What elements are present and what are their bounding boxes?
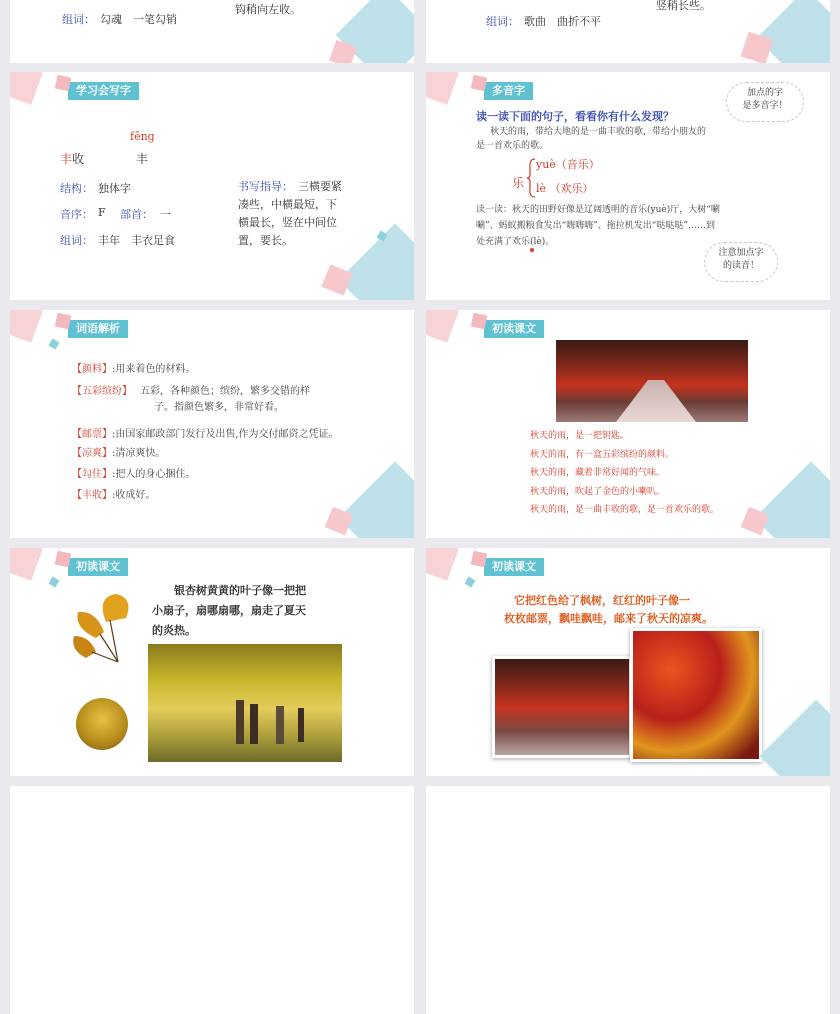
slide-1[interactable]: [10, 0, 414, 63]
definition: 五彩，各种颜色；缤纷，繁多交错的样: [140, 386, 310, 397]
deco-small: [49, 339, 60, 350]
deco-corner: [426, 72, 459, 105]
guide-line-3: 横最长，竖在中间位: [238, 216, 337, 229]
vocab-item: [72, 360, 195, 375]
guide-line-4: 置，要长。: [238, 234, 293, 247]
radical-value: 一: [160, 208, 171, 221]
group-value: 丰年 丰衣足食: [98, 234, 175, 247]
order-value: F: [98, 206, 106, 219]
poly-char: 乐: [512, 176, 525, 190]
vocab-item: [72, 425, 339, 440]
photo-ginkgo-avenue: [148, 644, 342, 762]
term: 【五彩缤纷】: [72, 386, 132, 397]
vocab-item-cont: [154, 398, 284, 413]
deco-corner: [10, 310, 43, 343]
section-tag: 初读课文: [68, 558, 128, 576]
guide-label: 书写指导：: [238, 180, 293, 193]
definition: :收成好。: [112, 490, 156, 501]
deco-corner: [10, 548, 43, 581]
section-tag: 学习会写字: [68, 82, 139, 100]
path-shape: [616, 380, 696, 422]
text-line: 秋天的雨，是一曲丰收的歌，是一首欢乐的歌。: [530, 505, 720, 515]
deco-triangle: [759, 699, 830, 776]
text-line: 银杏树黄黄的叶子像一把把: [174, 584, 306, 597]
stroke-tip: 钩稍向左收。: [235, 3, 301, 16]
section-tag: 初读课文: [484, 320, 544, 338]
term: 【邮票】: [72, 429, 112, 440]
text-line: 秋天的雨，吹起了金色的小喇叭。: [530, 487, 666, 497]
heading: 读一读下面的句子，看看你有什么发现？: [476, 110, 674, 123]
slide-4[interactable]: [426, 72, 830, 300]
figure: [250, 704, 258, 744]
brace-icon: [526, 158, 536, 198]
group-label: 组词：: [486, 15, 519, 28]
text-line: 秋天的雨，是一把钥匙。: [530, 431, 630, 441]
deco-small: [465, 577, 476, 588]
photo-red-path: [556, 340, 748, 422]
photo-red-path: [492, 656, 632, 758]
structure-value: 独体字: [98, 182, 131, 195]
passage-line-2: 唰”、蚂蚁搬粮食发出“嗨嗨嗨”、拖拉机发出“哒哒哒”……到: [476, 221, 716, 231]
bubble-line-2: 是多音字！: [742, 101, 788, 111]
deco-corner: [426, 548, 459, 581]
vocab-item: [72, 465, 195, 480]
definition: :用来着色的材料。: [112, 364, 196, 375]
word-example: [60, 150, 84, 167]
emphasis-dot: [530, 248, 534, 252]
word-char-rest: 收: [72, 152, 85, 166]
term: 【凉爽】: [72, 448, 112, 459]
reading-1: yuè（音乐）: [536, 158, 600, 171]
section-tag: 初读课文: [484, 558, 544, 576]
definition: :由国家邮政部门发行及出售,作为交付邮资之凭证。: [112, 429, 339, 440]
order-label: 音序：: [60, 208, 93, 221]
vocab-item: [72, 444, 165, 459]
sentence-line-1: 秋天的雨，带给大地的是一曲丰收的歌，带给小朋友的: [490, 127, 707, 137]
structure-label: 结构：: [60, 182, 93, 195]
slide-10[interactable]: [426, 786, 830, 1014]
passage-line-1: 读一读：秋天的田野好像是辽阔透明的音乐(yuè)厅，大树“唰: [476, 205, 720, 215]
group-words: 歌曲 曲折不平: [524, 15, 601, 28]
tip-bubble-bottom: [704, 242, 778, 282]
stroke-tip: 竖稍长些。: [656, 0, 711, 12]
figure: [236, 700, 244, 744]
radical-label: 部首：: [120, 208, 153, 221]
text-line: 小扇子，扇哪扇哪，扇走了夏天: [152, 604, 306, 617]
vocab-item: [72, 382, 310, 397]
deco-triangle: [754, 461, 830, 538]
text-line: 的炎热。: [152, 624, 196, 637]
slide-5[interactable]: [10, 310, 414, 538]
definition: :清凉爽快。: [112, 448, 166, 459]
guide-line-1: 三横要紧: [298, 180, 342, 193]
section-tag: 多音字: [484, 82, 533, 100]
bubble-line-2: 的读音！: [722, 261, 759, 271]
tip-bubble-top: [726, 82, 804, 122]
slide-6[interactable]: [426, 310, 830, 538]
bubble-line-1: 注意加点字: [718, 248, 764, 258]
text-line: 枚枚邮票，飘哇飘哇，邮来了秋天的凉爽。: [504, 612, 713, 625]
ginkgo-leaf-icon: [66, 592, 136, 668]
term: 【勾住】: [72, 469, 112, 480]
slide-7[interactable]: [10, 548, 414, 776]
passage-line-3: 处充满了欢乐(lè)。: [476, 237, 555, 247]
figure: [276, 706, 284, 744]
section-tag: 词语解析: [68, 320, 128, 338]
slide-9[interactable]: [10, 786, 414, 1014]
sentence-line-2: 是一首欢乐的歌。: [476, 141, 549, 151]
guide-line-2: 凑些，中横最短，下: [238, 198, 337, 211]
term: 【颜料】: [72, 364, 112, 375]
deco-triangle: [338, 223, 414, 300]
photo-ginkgo-circle: [76, 698, 128, 750]
reading-2: lè （欢乐）: [536, 182, 594, 195]
slide-3[interactable]: [10, 72, 414, 300]
figure: [298, 708, 304, 742]
deco-corner: [10, 72, 43, 105]
vocab-item: [72, 486, 155, 501]
text-line: 秋天的雨，藏着非常好闻的气味。: [530, 468, 666, 478]
text-line: 秋天的雨，有一盒五彩缤纷的颜料。: [530, 450, 675, 460]
slide-2[interactable]: [426, 0, 830, 63]
group-words: 勾魂 一笔勾销: [100, 13, 177, 26]
deco-small: [49, 577, 60, 588]
group-label: 组词：: [62, 13, 95, 26]
target-char: 丰: [136, 152, 149, 166]
deco-triangle: [338, 461, 414, 538]
definition: 子。指颜色繁多，非常好看。: [154, 402, 284, 413]
slide-8[interactable]: [426, 548, 830, 776]
deco-corner: [426, 310, 459, 343]
pinyin: fēng: [130, 130, 155, 143]
text-line: 它把红色给了枫树，红红的叶子像一: [514, 594, 690, 607]
bubble-line-1: 加点的字: [746, 88, 783, 98]
group-label: 组词：: [60, 234, 93, 247]
definition: :把人的身心捆住。: [112, 469, 196, 480]
word-char-red: 丰: [60, 152, 73, 166]
photo-maple-leaves: [630, 628, 762, 762]
term: 【丰收】: [72, 490, 112, 501]
